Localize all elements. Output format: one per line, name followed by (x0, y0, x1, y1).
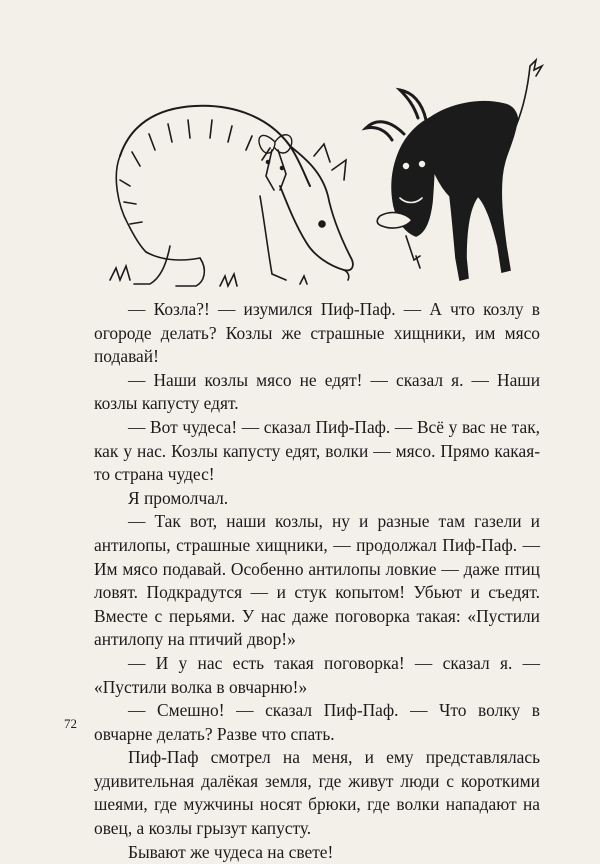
paragraph: — Козла?! — изумился Пиф-Паф. — А что козлу в огороде делать? Козлы же страшные хищники, им мясо подавай! (94, 299, 540, 367)
paragraph: — И у нас есть такая поговорка! — сказал я. — «Пустили волка в овчарню!» (94, 652, 540, 697)
story-text (94, 298, 540, 864)
paragraph: — Вот чудеса! — сказал Пиф-Паф. — Всё у вас не так, как у нас. Козлы капусту едят, волки — мясо. Прямо какая-то страна чудес! (94, 416, 540, 485)
page-number: 72 (64, 716, 77, 731)
paragraph: — Смешно! — сказал Пиф-Паф. — Что волку в овчарне делать? Разве что спать. (94, 700, 540, 744)
paragraph: — Наши козлы мясо не едят! — сказал я. — Наши козлы капусту едят. (94, 369, 540, 414)
paragraph: Я промолчал. (128, 487, 229, 508)
goat-icon (366, 60, 542, 280)
paragraph: Пиф-Паф смотрел на меня, и ему представлялась удивительная далёкая земля, где живут люди с короткими шеями, где мужчины носят брюки, где волки нападают на овец, а козлы грызут капусту. (94, 747, 540, 839)
wolf-and-goat-illustration-icon (100, 46, 550, 292)
wolf-icon (110, 106, 353, 286)
paragraph: Бывают же чудеса на свете! (128, 841, 334, 862)
paragraph: — Так вот, наши козлы, ну и разные там газели и антилопы, страшные хищники, — продолжал Пиф-Паф. — Им мясо подавай. Особенно антилопы ловкие — даже птиц ловят. Подкрадутся — и стук копытом! Убьют и съедят. Вместе с перьями. У нас даже поговорка такая: «Пустили антилопу на птичий двор!» (94, 511, 540, 650)
